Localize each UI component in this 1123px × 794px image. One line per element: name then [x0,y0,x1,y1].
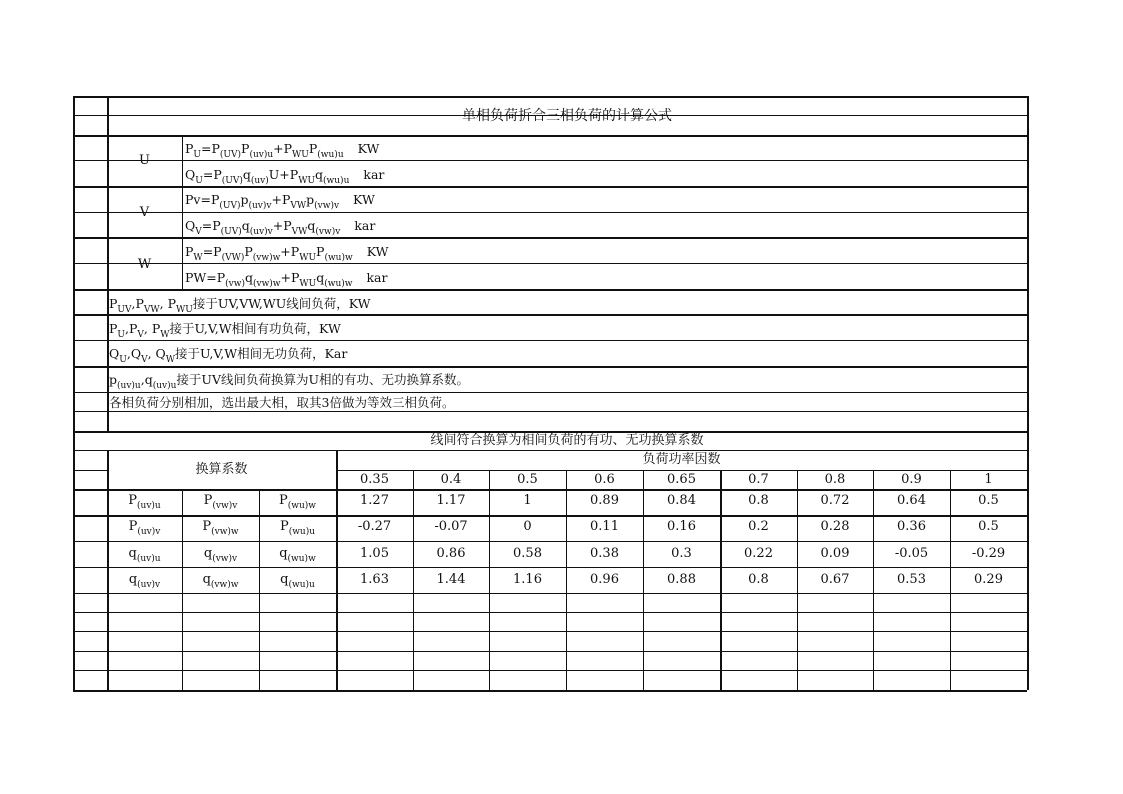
formula-qw: $PW=P_{(vw)}q_{(vw)w}+P_{WU}q_{(wu)w}$ kar [185,270,388,289]
coef-value: 0.72 [820,493,850,508]
power-factor-cell: 0.35 [360,472,389,487]
power-factor-cell: 0.8 [824,472,846,487]
coef-value: 0.3 [671,546,692,561]
coef-value: 0 [523,519,532,534]
coef-value: 0.53 [897,572,926,587]
grid-line [73,289,1027,291]
coef-label: $P_{(wu)w}$ [279,493,316,511]
grid-line [73,515,1027,517]
grid-line [73,489,1027,491]
grid-line [73,115,1027,116]
coef-value: 0.8 [748,572,769,587]
coef-label: $q_{(uv)u}$ [128,546,161,564]
note-conversion-coef: $p_{(uv)u},q_{(uv)u}$接于UV线间负荷换算为U相的有功、无功换算系数。 [109,372,470,391]
coef-label: $P_{(uv)v}$ [128,519,161,537]
power-factor-cell: 0.65 [667,472,696,487]
power-factor-cell: 0.7 [748,472,769,487]
grid-line [73,670,1027,671]
grid-line [73,567,1027,568]
formula-unit: kar [366,270,388,285]
note-text: 接于U,V,W相间无功负荷，Kar [175,346,348,361]
coef-value: 1.27 [360,493,389,508]
grid-line [73,96,1027,98]
coef-value: 1.16 [513,572,542,587]
formula-pw: $P_W=P_{(VW)}P_{(vw)w}+P_{WU}P_{(wu)w}$ KW [185,244,389,263]
coef-value: -0.07 [434,519,468,534]
formula-qu: $Q_U=P_{(UV)}q_{(uv)}U+P_{WU}q_{(wu)u}$ kar [185,167,385,186]
grid-line [73,593,1027,594]
grid-line [73,690,1027,692]
note-text: 接于UV,VW,WU线间负荷，KW [192,296,371,311]
note-line-loads: $P_{UV},P_{VW}$, $P_{WU}$接于UV,VW,WU线间负荷，KW [109,296,371,315]
grid-line [73,96,75,431]
coef-value: 0.2 [748,519,769,534]
coef-value: 0.09 [820,546,850,561]
grid-line [73,450,107,451]
note-text: 接于UV线间负荷换算为U相的有功、无功换算系数。 [176,372,470,387]
coef-value: 0.88 [667,572,696,587]
formula-unit: kar [354,218,376,233]
grid-line [73,431,1027,433]
coef-value: 0.86 [436,546,466,561]
phase-label-v: V [139,205,150,220]
formula-unit: KW [357,141,380,156]
note-summary: 各相负荷分别相加，选出最大相，取其3倍做为等效三相负荷。 [109,395,455,410]
phase-label-w: W [137,257,152,272]
coef-value: -0.27 [357,519,392,534]
coef-label: $q_{(wu)u}$ [280,572,315,590]
formula-unit: KW [366,244,389,259]
grid-line [73,135,1027,137]
note-text: 接于U,V,W相间有功负荷，KW [169,321,341,336]
coef-value: -0.05 [894,546,929,561]
coef-value: 1.17 [436,493,466,508]
grid-line [1027,96,1029,431]
coef-value: 0.28 [820,519,850,534]
grid-line [73,411,1027,412]
note-active-loads: $P_U,P_V$, $P_W$接于U,V,W相间有功负荷，KW [109,321,341,340]
coef-value: 1.44 [436,572,466,587]
coef-value: 0.67 [820,572,850,587]
coef-value: 0.89 [590,493,619,508]
coef-value: 0.29 [974,572,1003,587]
grid-line [73,314,1027,316]
coef-value: 0.16 [667,519,696,534]
grid-line [73,366,1027,368]
coef-value: 1.05 [360,546,389,561]
coef-label: $P_{(wu)u}$ [279,519,316,537]
grid-line [73,651,1027,652]
formula-unit: KW [353,192,375,207]
power-factor-header: 负荷功率因数 [642,452,721,467]
grid-line [336,470,1027,471]
coef-label: $q_{(vw)v}$ [203,546,238,564]
coef-header: 换算系数 [195,462,248,477]
grid-line [73,612,1027,613]
grid-line [73,186,1027,188]
grid-line [107,96,109,431]
coef-value: -0.29 [971,546,1006,561]
coef-value: 1 [523,493,532,508]
note-reactive-loads: $Q_U,Q_V$, $Q_W$接于U,V,W相间无功负荷，Kar [109,346,348,365]
coef-value: 0.38 [590,546,619,561]
power-factor-cell: 1 [984,472,993,487]
coef-value: 0.84 [667,493,696,508]
grid-line [73,160,1027,161]
grid-line [107,450,1027,451]
table-title: 线间符合换算为相间负荷的有功、无功换算系数 [430,433,704,448]
grid-line [73,541,1027,542]
grid-line [107,450,109,690]
power-factor-cell: 0.5 [517,472,538,487]
coef-value: 0.96 [590,572,619,587]
formula-unit: kar [363,167,385,182]
grid-line [73,631,1027,632]
formula-qv: $Q_V=P_{(UV)}q_{(uv)v}+P_{VW}q_{(vw)v}$ kar [185,218,376,237]
coef-value: 0.8 [748,493,769,508]
coef-value: 0.22 [744,546,773,561]
phase-label-u: U [139,153,150,168]
coef-value: 0.5 [978,519,999,534]
coef-label: $q_{(vw)w}$ [202,572,239,590]
power-factor-cell: 0.4 [440,472,462,487]
coef-value: 0.36 [897,519,926,534]
coef-value: 0.11 [590,519,619,534]
coef-label: $P_{(uv)u}$ [128,493,161,511]
grid-line [73,392,1027,393]
coef-value: 0.64 [897,493,926,508]
formula-pu: $P_U=P_{(UV)}P_{(uv)u}+P_{WU}P_{(wu)u}$ KW [185,141,380,160]
formula-pv: $Pv=P_{(UV)}p_{(uv)v}+P_{VW}p_{(vw)v}$ KW [185,192,375,211]
power-factor-cell: 0.9 [901,472,922,487]
grid-line [73,263,1027,264]
power-factor-cell: 0.6 [594,472,615,487]
grid-line [73,212,1027,213]
grid-line [73,470,107,471]
coef-label: $q_{(wu)w}$ [279,546,316,564]
coef-label: $P_{(vw)v}$ [203,493,238,511]
coef-value: 1.63 [360,572,389,587]
coef-label: $q_{(uv)v}$ [128,572,161,590]
grid-line [73,340,1027,341]
coef-label: $P_{(vw)w}$ [202,519,239,537]
coef-value: 0.58 [513,546,542,561]
grid-line [1027,431,1029,690]
coef-value: 0.5 [978,493,999,508]
grid-line [73,431,75,690]
grid-line [182,135,183,289]
page-title: 单相负荷折合三相负荷的计算公式 [462,108,672,124]
grid-line [73,237,1027,239]
